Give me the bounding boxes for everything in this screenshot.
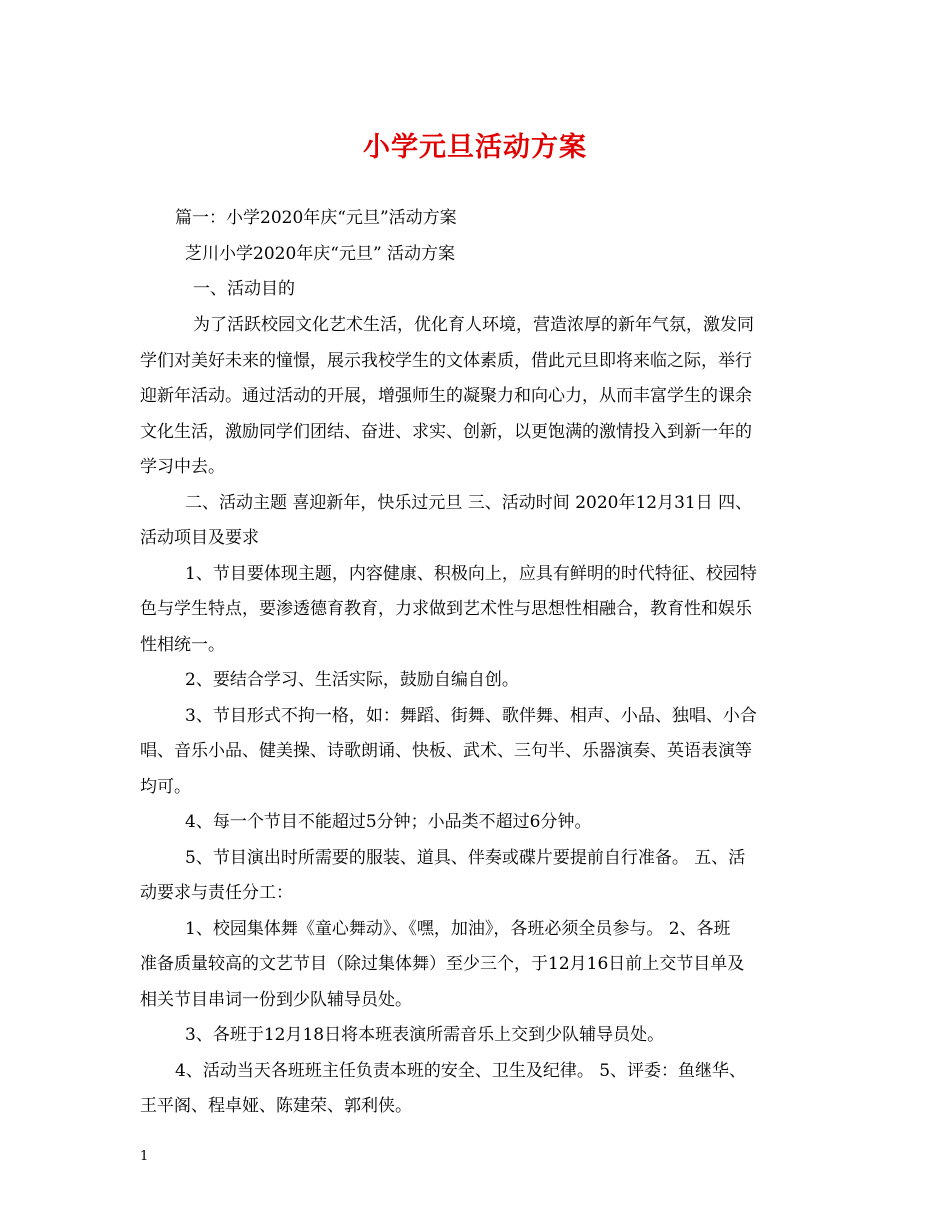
text-line-17: 均可。 xyxy=(140,777,191,797)
text-line-10: 活动项目及要求 xyxy=(140,528,259,548)
text-line-13: 性相统一。 xyxy=(140,635,225,655)
text-line-19: 5、节目演出时所需要的服装、道具、伴奏或碟片要提前自行准备。 五、活 xyxy=(185,848,746,868)
text-line-11: 1、节目要体现主题，内容健康、积极向上，应具有鲜明的时代特征、校园特 xyxy=(185,564,757,584)
text-line-8: 学习中去。 xyxy=(140,457,225,477)
text-line-16: 唱、音乐小品、健美操、诗歌朗诵、快板、武术、三句半、乐器演奏、英语表演等 xyxy=(140,741,752,761)
page-number: 1 xyxy=(140,1149,149,1164)
text-line-21: 1、校园集体舞《童心舞动》、《嘿，加油》，各班必须全员参与。 2、各班 xyxy=(185,919,731,939)
text-line-14: 2、要结合学习、生活实际，鼓励自编自创。 xyxy=(185,670,519,690)
text-line-25: 4、活动当天各班班主任负责本班的安全、卫生及纪律。 5、评委：鱼继华、 xyxy=(175,1061,747,1081)
text-line-24: 3、各班于12月18日将本班表演所需音乐上交到少队辅导员处。 xyxy=(185,1025,665,1045)
text-line-4: 为了活跃校园文化艺术生活，优化育人环境，营造浓厚的新年气氛，激发同 xyxy=(193,315,754,335)
text-line-6: 迎新年活动。通过活动的开展，增强师生的凝聚力和向心力，从而丰富学生的课余 xyxy=(140,386,752,406)
text-line-15: 3、节目形式不拘一格，如：舞蹈、街舞、歌伴舞、相声、小品、独唱、小合 xyxy=(185,706,757,726)
text-line-12: 色与学生特点，要渗透德育教育，力求做到艺术性与思想性相融合，教育性和娱乐 xyxy=(140,599,752,619)
text-line-3: 一、活动目的 xyxy=(193,279,295,299)
text-line-5: 学们对美好未来的憧憬，展示我校学生的文体素质，借此元旦即将来临之际，举行 xyxy=(140,351,752,371)
text-line-22: 准备质量较高的文艺节目（除过集体舞）至少三个，于12月16日前上交节目单及 xyxy=(140,954,745,974)
text-line-23: 相关节目串词一份到少队辅导员处。 xyxy=(140,990,412,1010)
text-line-2: 芝川小学2020年庆“元旦” 活动方案 xyxy=(185,244,456,264)
text-line-18: 4、每一个节目不能超过5分钟；小品类不超过6分钟。 xyxy=(185,812,592,832)
text-line-20: 动要求与责任分工： xyxy=(140,883,293,903)
text-line-1: 篇一：小学2020年庆“元旦”活动方案 xyxy=(175,208,457,228)
text-line-7: 文化生活，激励同学们团结、奋进、求实、创新，以更饱满的激情投入到新一年的 xyxy=(140,422,752,442)
text-line-9: 二、活动主题 喜迎新年，快乐过元旦 三、活动时间 2020年12月31日 四、 xyxy=(185,493,753,513)
document-title: 小学元旦活动方案 xyxy=(363,132,587,163)
text-line-26: 王平阁、程卓娅、陈建荣、郭利侠。 xyxy=(140,1096,412,1116)
